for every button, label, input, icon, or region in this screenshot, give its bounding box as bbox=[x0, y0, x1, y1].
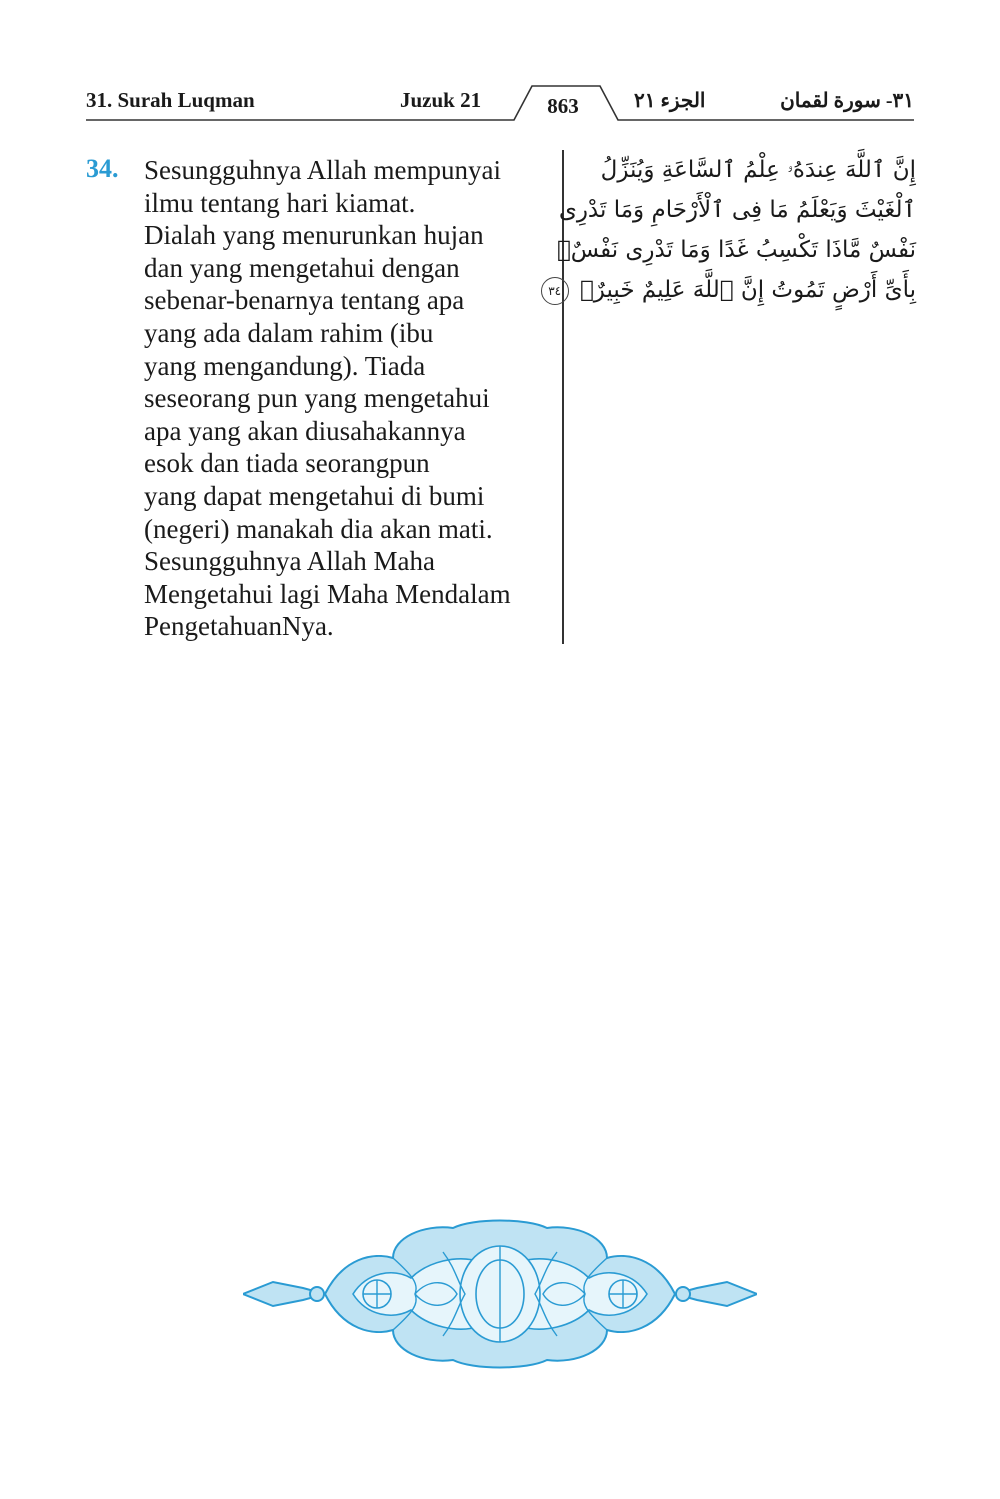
translation-line: yang ada dalam rahim (ibu bbox=[144, 317, 434, 348]
translation-line: yang mengandung). Tiada bbox=[144, 350, 426, 381]
verse-arabic bbox=[548, 150, 916, 310]
page-header bbox=[86, 78, 914, 128]
translation-line: ilmu tentang hari kiamat. bbox=[144, 187, 416, 218]
translation-line: Dialah yang menurunkan hujan bbox=[144, 220, 484, 251]
surah-title-latin: 31. Surah Luqman bbox=[86, 88, 255, 112]
translation-line: PengetahuanNya. bbox=[144, 611, 334, 642]
verse-translation bbox=[144, 154, 564, 643]
translation-line: seseorang pun yang mengetahui bbox=[144, 383, 490, 414]
arabic-line bbox=[548, 270, 916, 310]
translation-line: esok dan tiada seorangpun bbox=[144, 448, 430, 479]
verse-number: 34. bbox=[86, 154, 119, 183]
arabic-line-text: بِأَىِّ أَرْضٍ تَمُوتُ إِنَّ ٱللَّهَ عَلِيمٌ خَبِيرٌۢ bbox=[579, 277, 916, 303]
translation-line: apa yang akan diusahakannya bbox=[144, 415, 466, 446]
translation-line: (negeri) manakah dia akan mati. bbox=[144, 513, 493, 544]
ayah-end-marker: ٣٤ bbox=[541, 277, 569, 305]
translation-line: yang dapat mengetahui di bumi bbox=[144, 480, 485, 511]
arabic-line: ٱلْغَيْثَ وَيَعْلَمُ مَا فِى ٱلْأَرْحَامِ وَمَا تَدْرِى bbox=[558, 197, 916, 223]
surah-title-arabic: ٣١- سورة لقمان bbox=[780, 90, 914, 112]
verse-block bbox=[86, 150, 916, 650]
translation-line: Mengetahui lagi Maha Mendalam bbox=[144, 578, 511, 609]
arabic-line: نَفْسٌ مَّاذَا تَكْسِبُ غَدًا وَمَا تَدْرِى نَفْسٌۢ bbox=[556, 237, 916, 263]
page-number: 863 bbox=[547, 94, 579, 118]
floral-ornament bbox=[243, 1218, 757, 1370]
juz-label-arabic: الجزء ٢١ bbox=[634, 90, 706, 112]
translation-line: Sesungguhnya Allah mempunyai bbox=[144, 155, 501, 185]
translation-line: sebenar-benarnya tentang apa bbox=[144, 285, 465, 316]
translation-line: Sesungguhnya Allah Maha bbox=[144, 546, 435, 577]
translation-line: dan yang mengetahui dengan bbox=[144, 252, 460, 283]
arabic-line: إِنَّ ٱللَّهَ عِندَهُۥ عِلْمُ ٱلسَّاعَةِ وَيُنَزِّلُ bbox=[600, 157, 916, 183]
juzuk-label-latin: Juzuk 21 bbox=[400, 88, 482, 112]
